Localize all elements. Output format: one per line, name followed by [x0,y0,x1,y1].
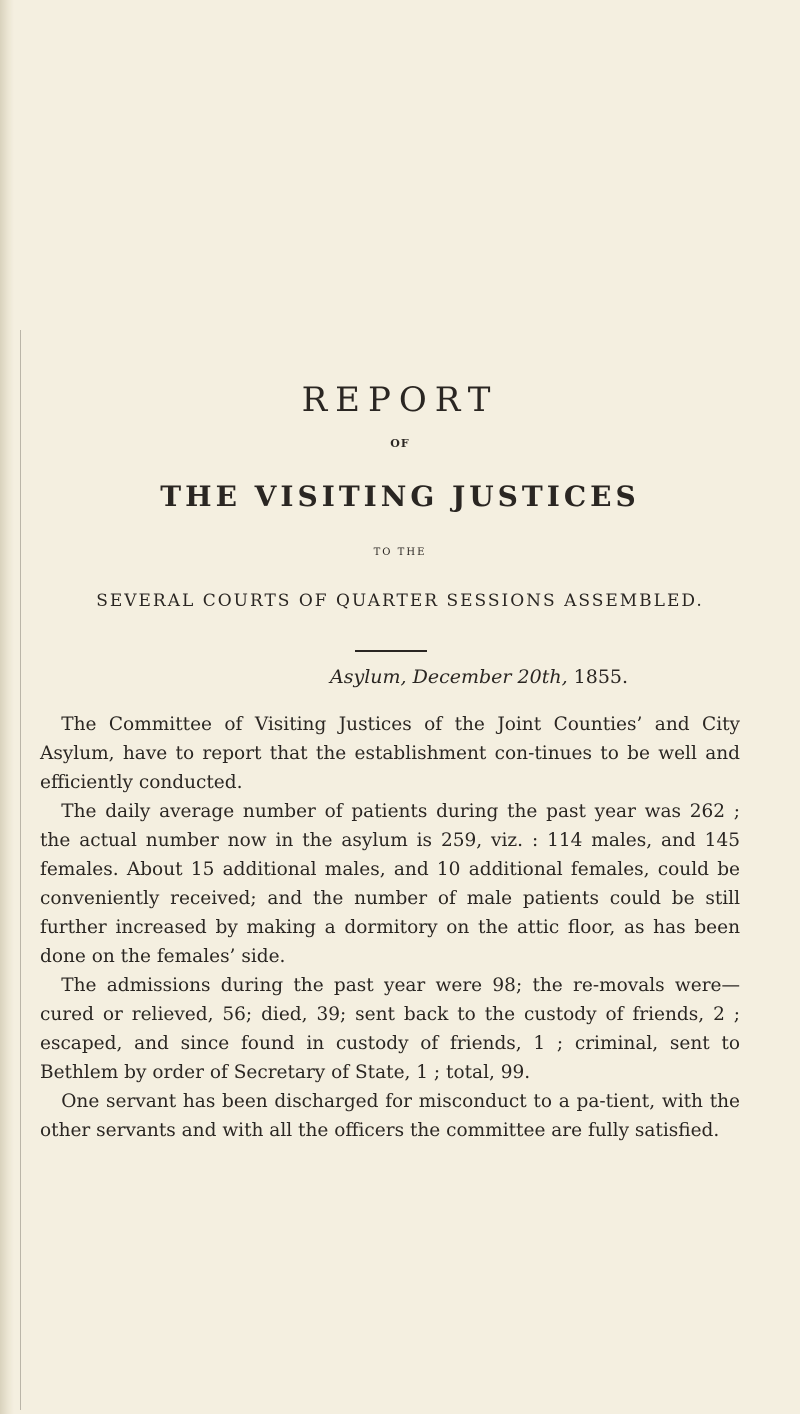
paragraph-servants: One servant has been discharged for misconduct to a pa-tient, with the other servants and with all the officers the committee are fully satisfied. [40,1091,740,1141]
page-gutter-shadow [0,0,14,1414]
title-visiting-justices: THE VISITING JUSTICES [160,480,640,513]
title-report: REPORT [301,380,499,420]
title-to-the: TO THE [373,547,427,558]
dateline [330,666,628,688]
section-divider-rule [355,650,427,652]
paragraph-admissions: The admissions during the past year were 98; the re-movals were—cured or relieved, 56; died, 39; sent back to the custody of friends, 2 ; escaped, and since found in custody of friends, 1 ; criminal, sent to Bethlem by order of Secretary of State, 1 ; total, 99. [40,975,740,1083]
dateline-year: 1855. [573,666,629,688]
report-body [40,710,740,1145]
title-of: OF [390,437,410,450]
dateline-place-date: Asylum, December 20th, [330,666,568,688]
paragraph-committee: The Committee of Visiting Justices of the Joint Counties’ and City Asylum, have to report that the establishment con-tinues to be well and efficiently conducted. [40,714,740,793]
title-subtitle: SEVERAL COURTS OF QUARTER SESSIONS ASSEMBLED. [96,591,704,611]
paragraph-patients: The daily average number of patients during the past year was 262 ; the actual number now in the asylum is 259, viz. : 114 males, and 145 females. About 15 additional males, and 10 additional females, could be conveniently received; and the number of male patients could be still further increased by making a dormitory on the attic floor, as has been done on the females’ side. [40,801,740,967]
